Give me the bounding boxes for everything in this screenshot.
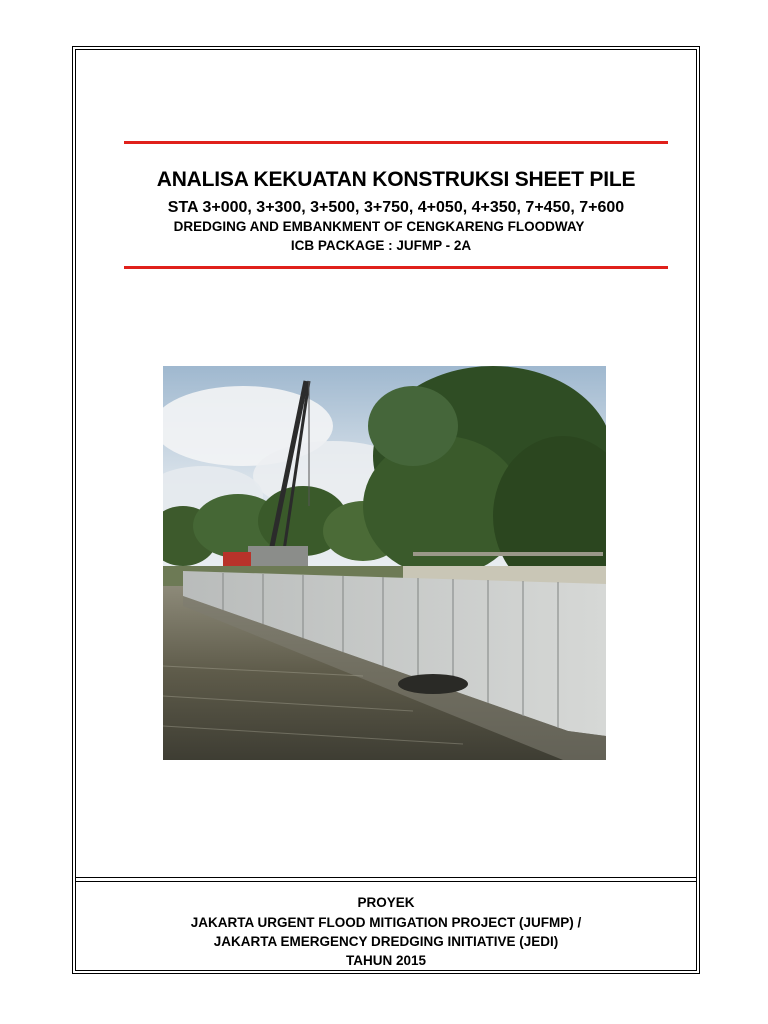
footer-project-line-2: JAKARTA EMERGENCY DREDGING INITIATIVE (JEDI) [213,934,559,949]
footer-divider-inner [75,881,697,882]
footer-year: TAHUN 2015 [345,953,427,968]
station-list: STA 3+000, 3+300, 3+500, 3+750, 4+050, 4+350, 7+450, 7+600 [167,199,625,216]
sheet-pile-photo [163,366,606,760]
footer-label: PROYEK [357,895,415,910]
document-title: ANALISA KEKUATAN KONSTRUKSI SHEET PILE [156,168,636,191]
footer-divider [75,877,697,878]
footer-project-line-1: JAKARTA URGENT FLOOD MITIGATION PROJECT (JUFMP) / [190,915,582,930]
top-red-rule [124,141,668,144]
bottom-red-rule [124,266,668,269]
sheet-pile-photo-illustration [163,366,606,760]
project-subtitle: DREDGING AND EMBANKMENT OF CENGKARENG FLOODWAY [173,219,585,234]
package-label: ICB PACKAGE : JUFMP - 2A [290,238,472,253]
